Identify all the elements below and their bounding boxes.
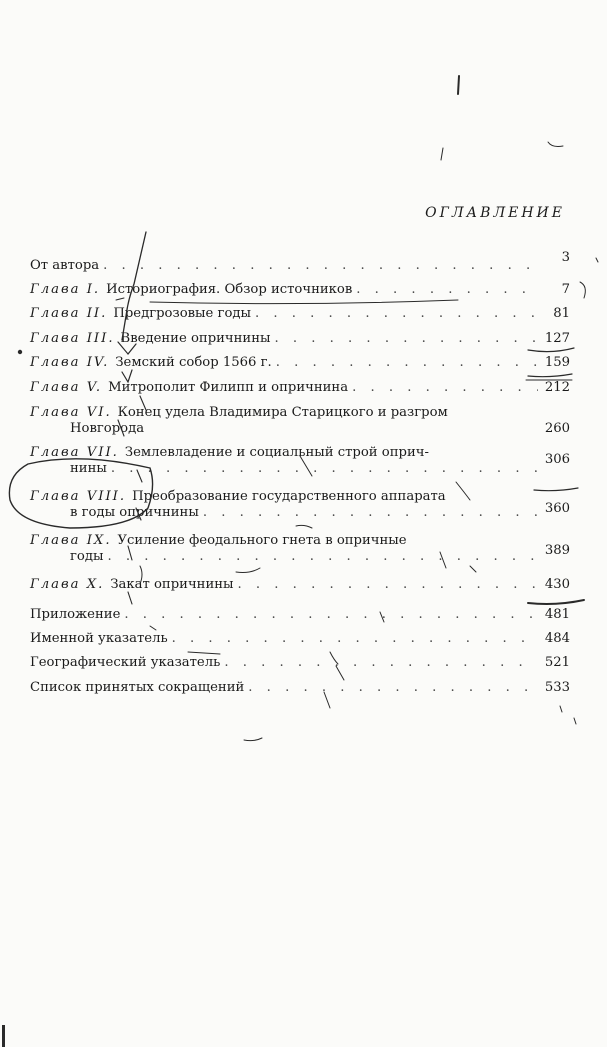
toc-entry-chapter-5 (30, 380, 570, 405)
toc-entry-title: Приложение (30, 607, 121, 622)
toc-entry-title: Именной указатель (30, 631, 168, 646)
page-title: ОГЛАВЛЕНИЕ (425, 205, 565, 221)
toc-entry-page: 7 (561, 282, 570, 297)
toc-entry-title: Географический указатель (30, 655, 221, 670)
toc-entry-page: 481 (544, 607, 570, 622)
toc-entry-name-index (30, 631, 570, 655)
toc-entry-page: 389 (544, 543, 570, 558)
toc-entry-chapter-3 (30, 331, 570, 355)
toc-entry-chapter-4 (30, 355, 570, 380)
toc-entry-label: Глава VIII. (30, 489, 127, 504)
toc-entry-chapter-7 (30, 445, 570, 489)
toc-entry-page: 521 (544, 655, 570, 670)
toc-entry-title: Конец удела Владимира Старицкого и разгром (117, 405, 448, 420)
toc-entry-page: 533 (544, 680, 570, 695)
table-of-contents (30, 250, 570, 704)
toc-entry-page: 260 (544, 421, 570, 436)
toc-entry-abbreviations (30, 680, 570, 704)
toc-entry-title: Введение опричнины (120, 331, 271, 346)
toc-entry-title-continued: в годы опричнины (70, 505, 199, 520)
toc-entry-label: Глава I. (30, 282, 101, 297)
toc-entry-chapter-10 (30, 577, 570, 607)
toc-entry-title: Земский собор 1566 г. (115, 355, 272, 370)
toc-entry-page: 159 (544, 355, 570, 370)
toc-entry-page: 360 (544, 501, 570, 516)
toc-entry-label: Глава IV. (30, 355, 110, 370)
toc-entry-title: Список принятых сокращений (30, 680, 245, 695)
toc-entry-label: Глава V. (30, 380, 103, 395)
toc-entry-label: Глава VI. (30, 405, 112, 420)
toc-entry-page: 81 (553, 306, 570, 321)
toc-entry-chapter-8 (30, 489, 570, 533)
toc-entry-label: Глава VII. (30, 445, 119, 460)
toc-entry-author (30, 250, 570, 282)
toc-entry-page: 484 (544, 631, 570, 646)
toc-entry-title: Историография. Обзор источников (106, 282, 353, 297)
toc-entry-page: 306 (544, 452, 570, 467)
toc-entry-title: Преобразование государственного аппарата (132, 489, 446, 504)
toc-entry-label: Глава IX. (30, 533, 112, 548)
toc-entry-title-continued: нины (70, 461, 107, 476)
toc-entry-chapter-1 (30, 282, 570, 306)
toc-entry-title-continued: годы (70, 549, 104, 564)
toc-entry-title-continued: Новгорода (70, 421, 145, 436)
toc-entry-chapter-2 (30, 306, 570, 331)
toc-entry-title: Землевладение и социальный строй оприч- (124, 445, 429, 460)
toc-entry-page: 430 (544, 577, 570, 592)
toc-entry-chapter-6 (30, 405, 570, 445)
toc-entry-label: Глава III. (30, 331, 115, 346)
toc-entry-geo-index (30, 655, 570, 680)
toc-entry-title: Закат опричнины (110, 577, 234, 592)
toc-entry-page: 3 (561, 250, 570, 265)
toc-entry-label: Глава X. (30, 577, 105, 592)
toc-entry-title: Предгрозовые годы (113, 306, 252, 321)
toc-entry-page: 127 (544, 331, 570, 346)
toc-entry-chapter-9 (30, 533, 570, 577)
toc-entry-title: Усиление феодального гнета в опричные (117, 533, 407, 548)
toc-entry-label: Глава II. (30, 306, 108, 321)
toc-entry-title: Митрополит Филипп и опричнина (108, 380, 349, 395)
toc-entry-title: От автора (30, 258, 100, 273)
toc-entry-appendix (30, 607, 570, 631)
toc-entry-page: 212 (544, 380, 570, 395)
